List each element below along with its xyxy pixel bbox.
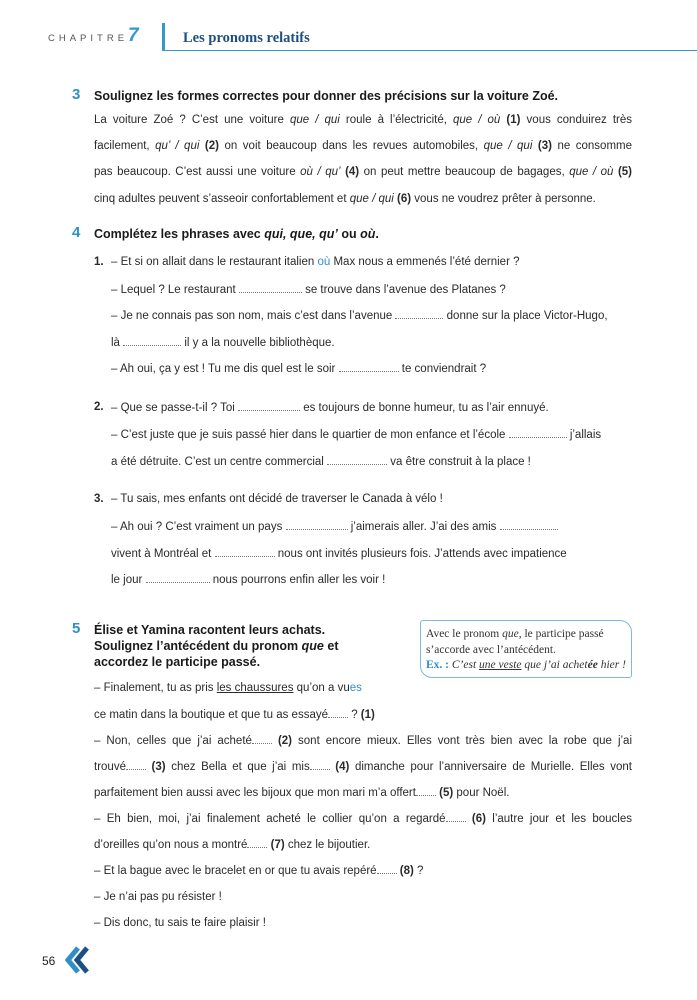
blank-field[interactable] xyxy=(247,838,267,848)
ex3-line-1: La voiture Zoé ? C’est une voiture que / qui roule à l’électricité, que / où (1) vous conduirez très xyxy=(94,114,633,126)
page-header xyxy=(0,0,697,60)
chapter-label: CHAPITRE xyxy=(48,33,129,44)
blank-field[interactable] xyxy=(146,573,210,583)
ex4-3-line-4: le jour nous pourrons enfin aller les voir ! xyxy=(111,574,386,586)
blank-field[interactable] xyxy=(395,309,443,319)
exercise-3-number: 3 xyxy=(72,86,81,103)
blank-field[interactable] xyxy=(500,520,558,530)
ex4-3-line-1: – Tu sais, mes enfants ont décidé de traverser le Canada à vélo ! xyxy=(111,493,443,505)
blank-field[interactable] xyxy=(238,401,300,411)
blank-field[interactable] xyxy=(509,428,567,438)
group-1-number: 1. xyxy=(94,256,104,268)
ex4-2-line-1: – Que se passe-t-il ? Toi es toujours de bonne humeur, tu as l’air ennuyé. xyxy=(111,402,549,414)
exercise-5-title: Élise et Yamina racontent leurs achats. Soulignez l’antécédent du pronom que et accordez le participe passé. xyxy=(94,623,339,669)
ex5-line-1: – Finalement, tu as pris les chaussures qu’on a vues xyxy=(94,682,362,694)
ex5-line-6: – Eh bien, moi, j’ai finalement acheté le collier qu’on a regardé (6) l’autre jour et les boucles xyxy=(94,813,633,825)
header-bar xyxy=(162,23,165,51)
blank-field[interactable] xyxy=(339,362,399,372)
blank-field[interactable] xyxy=(446,812,466,822)
blank-field[interactable] xyxy=(252,734,272,744)
ex4-1-line-5: – Ah oui, ça y est ! Tu me dis quel est le soir te conviendrait ? xyxy=(111,363,487,375)
exercise-4-title: Complétez les phrases avec qui, que, qu’ ou où. xyxy=(94,227,379,241)
ex3-line-3: pas beaucoup. C’est aussi une voiture où / qu’ (4) on peut mettre beaucoup de bagages, que / où (5) xyxy=(94,166,632,178)
ex5-line-9: – Je n’ai pas pu résister ! xyxy=(94,891,222,903)
chapter-number: 7 xyxy=(128,25,139,46)
header-rule xyxy=(162,50,697,51)
ex5-line-7: d’oreilles qu’on nous a montré (7) chez le bijoutier. xyxy=(94,839,371,851)
blank-field[interactable] xyxy=(327,455,387,465)
ex3-line-2: facilement, qu’ / qui (2) on voit beaucoup dans les revues automobiles, que / qui (3) ne consomme xyxy=(94,140,633,152)
blank-field[interactable] xyxy=(123,336,181,346)
chapter-title: Les pronoms relatifs xyxy=(183,30,310,46)
ex4-1-line-2: – Lequel ? Le restaurant se trouve dans l’avenue des Platanes ? xyxy=(111,284,506,296)
ex3-line-4: cinq adultes peuvent s’asseoir confortablement et que / qui (6) vous ne voudrez prêter à personne. xyxy=(94,193,596,205)
ex4-2-line-2: – C’est juste que je suis passé hier dans le quartier de mon enfance et l’école j’allais xyxy=(111,429,602,441)
blank-field[interactable] xyxy=(239,283,302,293)
group-3-number: 3. xyxy=(94,493,104,505)
ex4-3-line-3: vivent à Montréal et nous ont invités plusieurs fois. J’attends avec impatience xyxy=(111,548,567,560)
blank-field[interactable] xyxy=(126,760,146,770)
page-number: 56 xyxy=(42,954,56,968)
ex5-line-4: trouvé (3) chez Bella et que j’ai mis (4) dimanche pour l’anniversaire de Murielle. Elles vont xyxy=(94,761,632,773)
exercise-5-number: 5 xyxy=(72,620,81,637)
group-2-number: 2. xyxy=(94,401,104,413)
blank-field[interactable] xyxy=(377,864,397,874)
exercise-3-title: Soulignez les formes correctes pour donner des précisions sur la voiture Zoé. xyxy=(94,89,559,103)
ex5-line-5: parfaitement bien aussi avec les bijoux que mon mari m’a offert (5) pour Noël. xyxy=(94,787,510,799)
blank-field[interactable] xyxy=(328,708,348,718)
ex4-1-line-4: là il y a la nouvelle bibliothèque. xyxy=(111,337,335,349)
blank-field[interactable] xyxy=(215,547,275,557)
ex4-1-line-1: – Et si on allait dans le restaurant italien où Max nous a emmenés l’été dernier ? xyxy=(111,256,520,268)
blank-field[interactable] xyxy=(286,520,348,530)
ex5-line-10: – Dis donc, tu sais te faire plaisir ! xyxy=(94,917,266,929)
exercise-4-number: 4 xyxy=(72,224,81,241)
ex5-line-3: – Non, celles que j’ai acheté (2) sont encore mieux. Elles vont très bien avec la robe que j’ai xyxy=(94,735,633,747)
ex5-line-2: ce matin dans la boutique et que tu as essayé ? (1) xyxy=(94,709,375,721)
ex4-3-line-2: – Ah oui ? C’est vraiment un pays j’aimerais aller. J’ai des amis xyxy=(111,520,558,533)
chevron-left-icon xyxy=(64,946,90,974)
ex5-line-8: – Et la bague avec le bracelet en or que tu avais repéré (8) ? xyxy=(94,865,424,877)
blank-field[interactable] xyxy=(310,760,330,770)
ex4-2-line-3: a été détruite. C’est un centre commercial va être construit à la place ! xyxy=(111,456,531,468)
ex4-1-line-3: – Je ne connais pas son nom, mais c’est dans l’avenue donne sur la place Victor-Hugo, xyxy=(111,310,608,322)
blank-field[interactable] xyxy=(416,786,436,796)
grammar-note-box: Avec le pronom que, le participe passé s’accorde avec l’antécédent. Ex. : C’est une veste que j’ai achetée hier ! xyxy=(420,620,632,678)
